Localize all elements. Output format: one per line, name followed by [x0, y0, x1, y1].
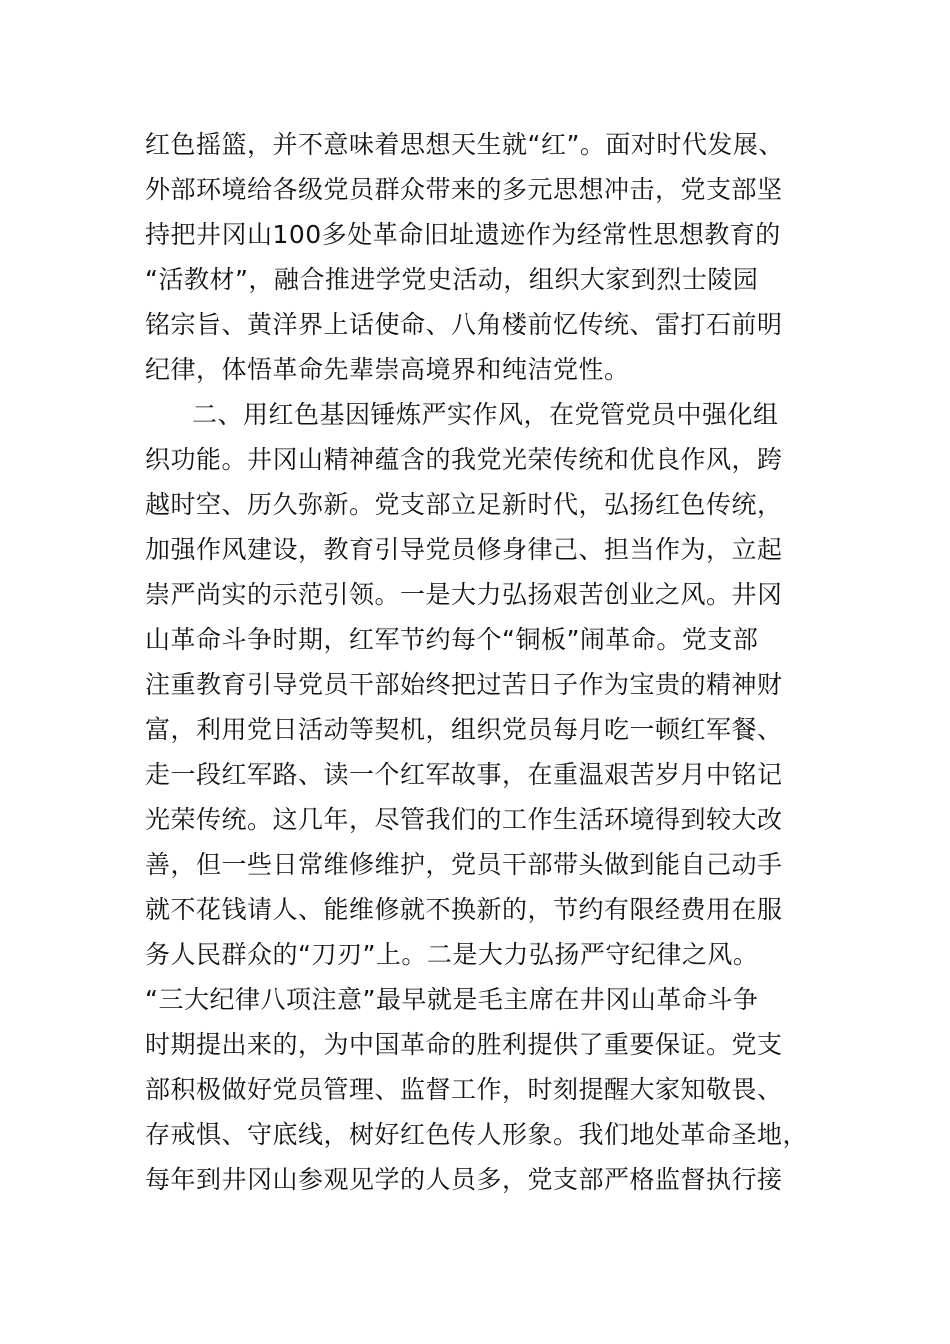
text-line: 部积极做好党员管理、监督工作，时刻提醒大家知敬畏、 [145, 1075, 783, 1104]
text-line: 外部环境给各级党员群众带来的多元思想冲击，党支部坚 [145, 175, 783, 204]
text-line: 光荣传统。这几年，尽管我们的工作生活环境得到较大改 [145, 805, 783, 834]
text-line: 务人民群众的“刀刃”上。二是大力弘扬严守纪律之风。 [145, 940, 759, 969]
text-line: 织功能。井冈山精神蕴含的我党光荣传统和优良作风，跨 [145, 445, 783, 474]
text-line: 纪律，体悟革命先辈崇高境界和纯洁党性。 [145, 355, 630, 384]
text-line: 就不花钱请人、能维修就不换新的，节约有限经费用在服 [145, 895, 783, 924]
text-line: 时期提出来的，为中国革命的胜利提供了重要保证。党支 [145, 1030, 783, 1059]
section-heading-line: 二、用红色基因锤炼严实作风，在党管党员中强化组 [192, 400, 779, 429]
text-line: 越时空、历久弥新。党支部立足新时代，弘扬红色传统， [145, 490, 783, 519]
text-line: “活教材”，融合推进学党史活动，组织大家到烈士陵园 [145, 265, 759, 294]
text-line: 崇严尚实的示范引领。一是大力弘扬艰苦创业之风。井冈 [145, 580, 783, 609]
text-line: “三大纪律八项注意”最早就是毛主席在井冈山革命斗争 [145, 985, 759, 1014]
text-line: 持把井冈山100多处革命旧址遗迹作为经常性思想教育的 [145, 220, 781, 249]
text-line: 山革命斗争时期，红军节约每个“铜板”闹革命。党支部 [145, 625, 759, 654]
text-line: 善，但一些日常维修维护，党员干部带头做到能自己动手 [145, 850, 783, 879]
text-line: 红色摇篮，并不意味着思想天生就“红”。面对时代发展、 [145, 130, 784, 159]
text-line: 存戒惧、守底线，树好红色传人形象。我们地处革命圣地， [145, 1120, 809, 1149]
text-line: 走一段红军路、读一个红军故事，在重温艰苦岁月中铭记 [145, 760, 783, 789]
body-text [145, 122, 815, 1202]
text-line: 加强作风建设，教育引导党员修身律己、担当作为，立起 [145, 535, 783, 564]
text-line: 每年到井冈山参观见学的人员多，党支部严格监督执行接 [145, 1165, 783, 1194]
text-line: 铭宗旨、黄洋界上话使命、八角楼前忆传统、雷打石前明 [145, 310, 783, 339]
text-line: 富，利用党日活动等契机，组织党员每月吃一顿红军餐、 [145, 715, 783, 744]
text-line: 注重教育引导党员干部始终把过苦日子作为宝贵的精神财 [145, 670, 783, 699]
